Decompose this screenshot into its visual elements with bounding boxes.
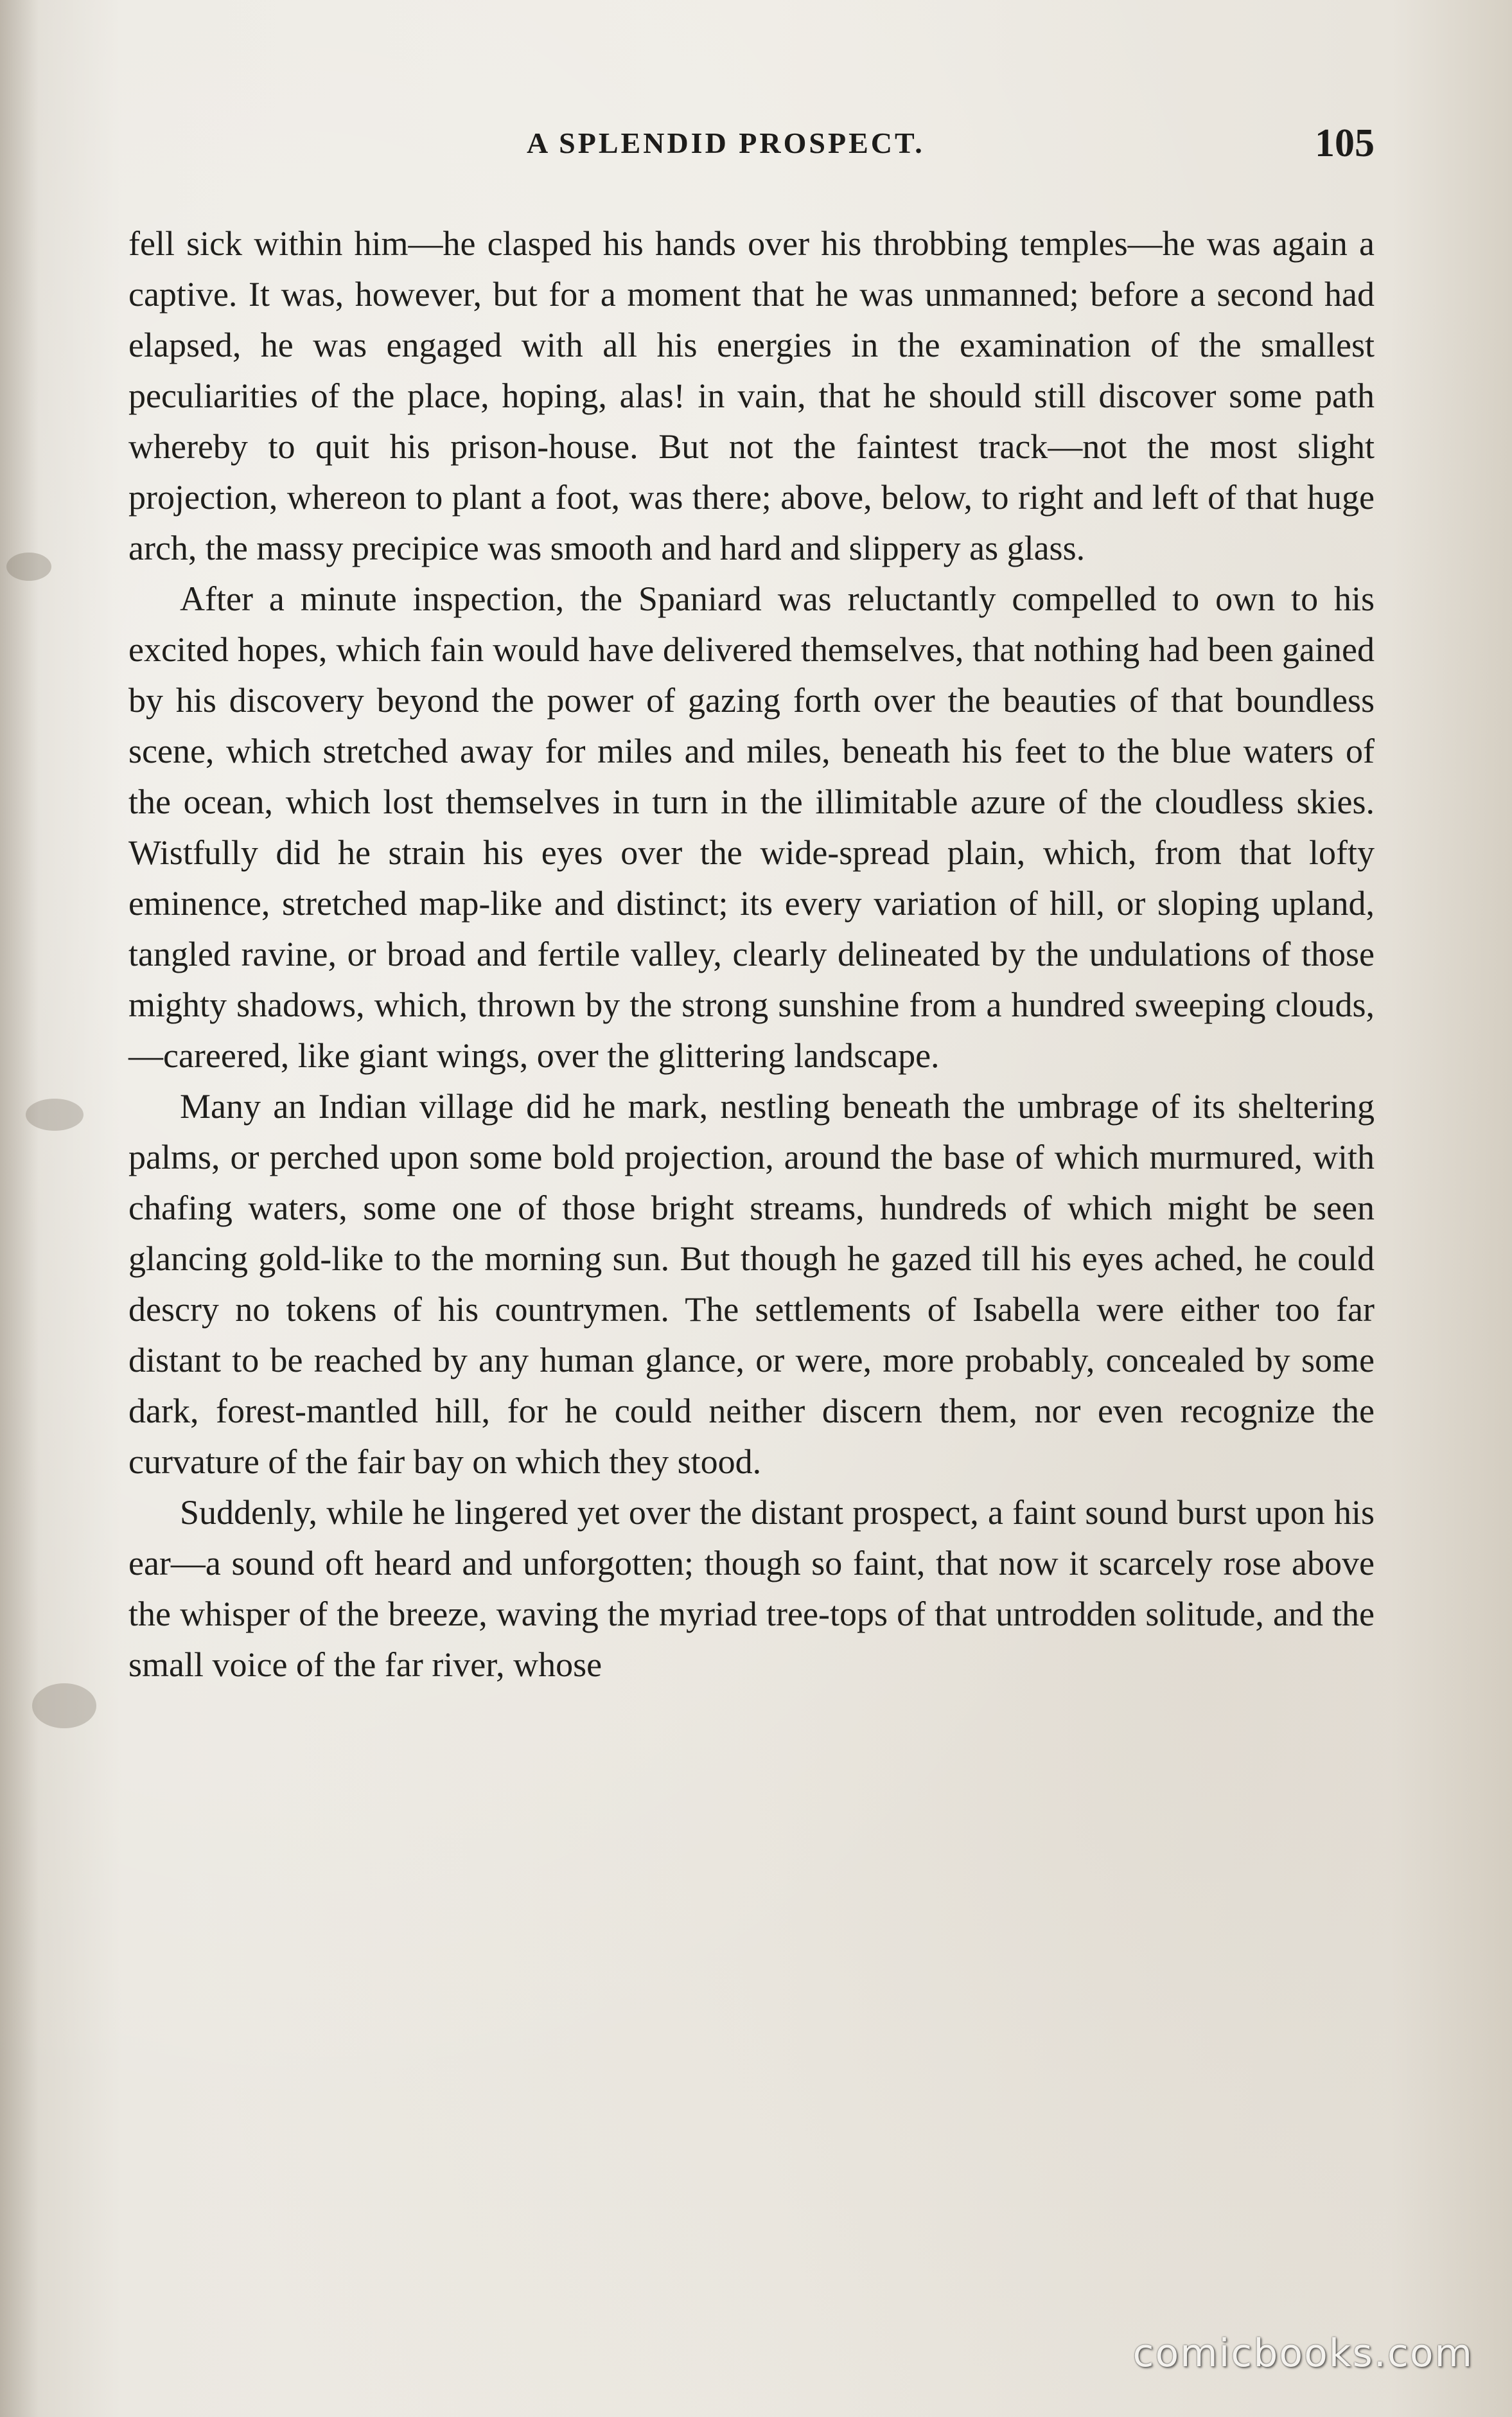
watermark: comicbooks.com [1132, 2331, 1473, 2376]
body-text [128, 218, 1375, 1690]
paragraph: fell sick within him—he clasped his hands over his throbbing temples—he was again a captive. It was, however, but for a moment that he was unmanned; before a second had elapsed, he was engaged with all his energies in the examination of the smallest peculiarities of the place, hoping, alas! in vain, that he should still discover some path whereby to quit his prison-house. But not the faintest track—not the most slight projection, whereon to plant a foot, was there; above, below, to right and left of that huge arch, the massy precipice was smooth and hard and slippery as glass. [128, 224, 1375, 567]
paper-stain [26, 1099, 84, 1131]
paper-stain [6, 553, 51, 581]
paragraph: Suddenly, while he lingered yet over the distant prospect, a faint sound burst upon his ear—a sound oft heard and unforgotten; though so faint, that now it scarcely rose above the whisper of the breeze, waving the myriad tree-tops of that untrodden solitude, and the small voice of the far river, whose [128, 1493, 1375, 1684]
page-number: 105 [1315, 121, 1375, 165]
paragraph: After a minute inspection, the Spaniard was reluctantly compelled to own to his excited hopes, which fain would have delivered themselves, that nothing had been gained by his discovery beyond the power of gazing forth over the beauties of that boundless scene, which stretched away for miles and miles, beneath his feet to the blue waters of the ocean, which lost themselves in turn in the illimitable azure of the cloudless skies. Wistfully did he strain his eyes over the wide-spread plain, which, from that lofty eminence, stretched map-like and distinct; its every variation of hill, or sloping upland, tangled ravine, or broad and fertile valley, clearly delineated by the undulations of those mighty shadows, which, thrown by the strong sunshine from a hundred sweeping clouds,—careered, like giant wings, over the glittering landscape. [128, 580, 1375, 1075]
paper-stain [32, 1683, 96, 1728]
page-header [128, 121, 1375, 172]
page-gutter-shadow [0, 0, 39, 2417]
running-head: A SPLENDID PROSPECT. [527, 127, 925, 159]
paragraph: Many an Indian village did he mark, nestling beneath the umbrage of its sheltering palms, or perched upon some bold projection, around the base of which murmured, with chafing waters, some one of those bright streams, hundreds of which might be seen glancing gold-like to the morning sun. But though he gazed till his eyes ached, he could descry no tokens of his countrymen. The settlements of Isabella were either too far distant to be reached by any human glance, or were, more probably, concealed by some dark, forest-mantled hill, for he could neither discern them, nor even recognize the curvature of the fair bay on which they stood. [128, 1087, 1375, 1481]
